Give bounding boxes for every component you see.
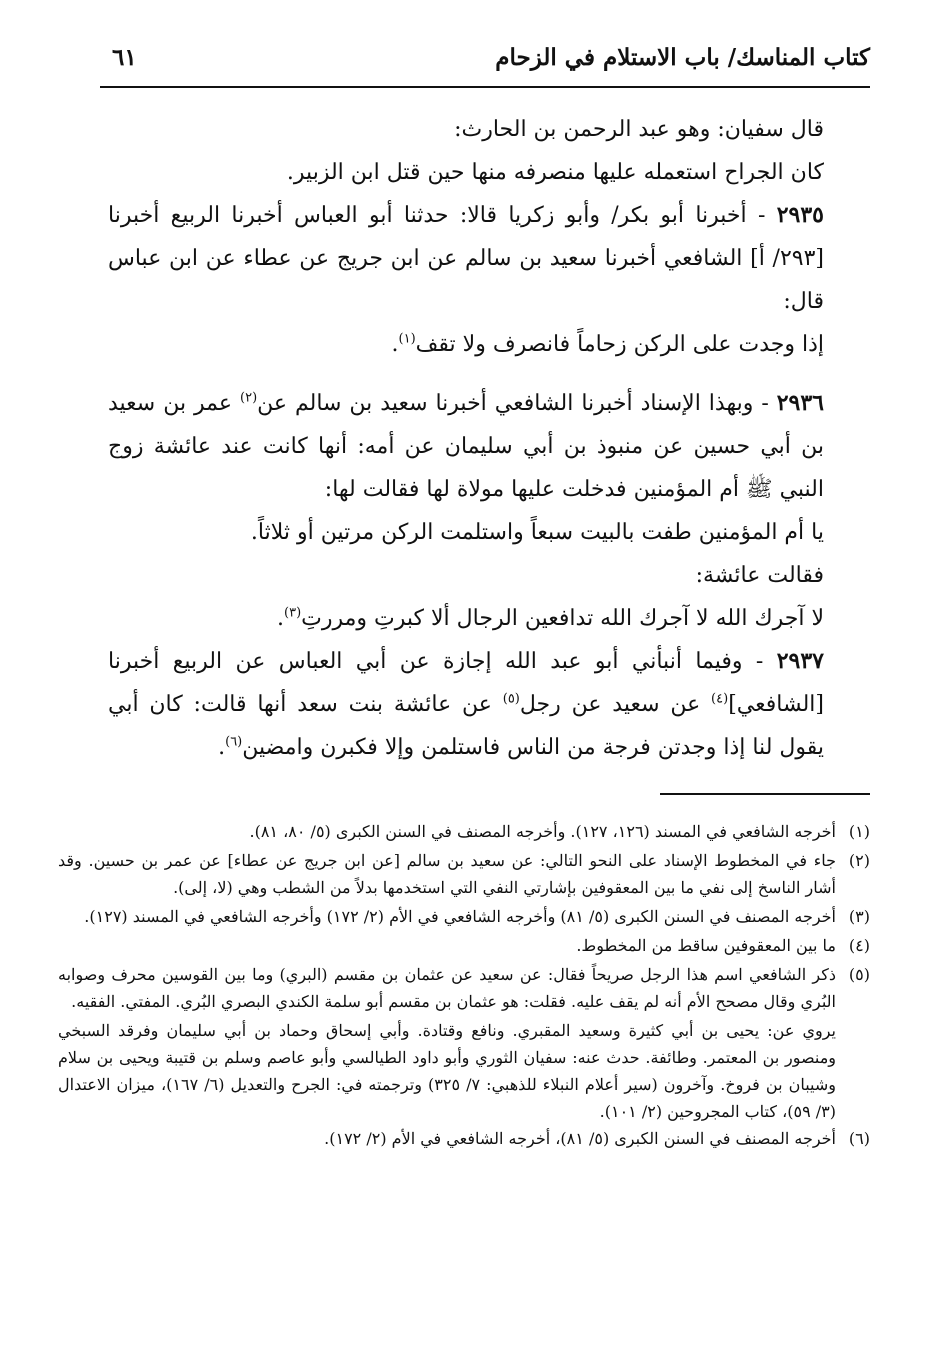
footnote-6 [58, 1125, 870, 1152]
footnote-number: (٢) [848, 851, 870, 870]
footnote-ref[interactable]: (٣) [284, 605, 302, 621]
footnote-text: جاء في المخطوط الإسناد على النحو التالي: عن سعيد بن سالم [عن ابن جريج عن عطاء] عن عمر بن حسين. وقد أشار الناسخ إلى نفي ما بين المعقوفين بإشارتي النفي التي استخدمها بدلاً من الشطب وهي (لا، إلى). [58, 851, 837, 897]
running-title: كتاب المناسك/ باب الاستلام في الزحام [495, 44, 870, 71]
hadith-number: ٢٩٣٦ [776, 390, 824, 416]
footnote-ref[interactable]: (٥) [502, 691, 520, 707]
page-number: ٦١ [112, 44, 137, 71]
hadith-2935-matn [108, 323, 870, 366]
hadith-text: - وفيما أنبأني أبو عبد الله إجازة عن أبي العباس عن الربيع أخبرنا [الشافعي] [108, 649, 824, 717]
paragraph-jarrah: كان الجراح استعمله عليها منصرفه منها حين قتل ابن الزبير. [286, 160, 824, 185]
footnote-3 [58, 903, 870, 930]
footnote-text: ما بين المعقوفين ساقط من المخطوط. [576, 936, 836, 955]
hadith-text: عن عائشة بنت سعد أنها قالت: كان أبي يقول لنا إذا وجدتن فرجة من الناس فاستلمن وإلا فكبرن وامضين [108, 692, 824, 760]
punctuation: . [391, 332, 399, 357]
footnote-ref[interactable]: (٢) [240, 390, 258, 406]
hadith-number: ٢٩٣٥ [776, 202, 824, 228]
footnote-number: (٥) [848, 965, 870, 984]
footnote-ref[interactable]: (١) [398, 331, 416, 347]
footnote-4 [58, 932, 870, 959]
footnote-number: (٦) [848, 1129, 870, 1148]
hadith-2937 [108, 640, 870, 769]
hadith-2936 [108, 382, 870, 511]
punctuation: . [277, 606, 285, 631]
footnote-text: أخرجه المصنف في السنن الكبرى (٥/ ٨١)، أخرجه الشافعي في الأم (٢/ ١٧٢). [324, 1129, 836, 1148]
footnote-5 [58, 961, 870, 1015]
hadith-2936-aisha: فقالت عائشة: [695, 563, 824, 588]
hadith-text: عمر بن سعيد بن أبي حسين عن منبوذ بن أبي سليمان عن أمه: أنها كانت عند عائشة زوج النبي ﷺ أم المؤمنين فدخلت عليها مولاة لها فقالت لها: [108, 391, 824, 502]
footnote-5-continued: يروي عن: يحيى بن أبي كثيرة وسعيد المقبري. ونافع وقتادة. وأبي إسحاق وحماد بن أبي سليمان وفرقد السبخي ومنصور بن المعتمر. وطائفة. حدث عنه: سفيان الثوري وأبو داود الطيالسي وأبو عاصم وسلم بن قتيبة ويحيى بن سلام وشيبان بن فروخ. وآخرون (سير أعلام النبلاء للذهبي: ٧/ ٣٢٥) وترجمته في: الجرح والتعديل (٦/ ١٦٧)، ميزان الاعتدال (٣/ ٥٩)، كتاب المجروحين (٢/ ١٠١). [58, 1021, 836, 1121]
footnote-1 [58, 818, 870, 845]
footnote-number: (٤) [848, 936, 870, 955]
footnote-number: (٣) [848, 907, 870, 926]
hadith-2935 [108, 194, 870, 323]
footnote-text: ذكر الشافعي اسم هذا الرجل صريحاً فقال: عن سعيد عن عثمان بن مقسم (البري) وما بين القوسين محرف وصوابه البُري وقال مصحح الأم أنه لم يقف عليه. فقلت: هو عثمان بن مقسم أبو سلمة الكندي البصري البُري. المفتي. الفقيه. [58, 965, 837, 1011]
footnote-2 [58, 847, 870, 901]
hadith-number: ٢٩٣٧ [776, 648, 824, 674]
hadith-2936-reply [108, 597, 870, 640]
paragraph-sufyan: قال سفيان: وهو عبد الرحمن بن الحارث: [454, 117, 824, 142]
footnote-number: (١) [848, 822, 870, 841]
footnotes [58, 818, 870, 1154]
spacer [108, 366, 870, 382]
footnote-ref[interactable]: (٤) [711, 691, 729, 707]
hadith-2936-matn: يا أم المؤمنين طفت بالبيت سبعاً واستلمت الركن مرتين أو ثلاثاً. [250, 520, 824, 545]
hadith-text: لا آجرك الله لا آجرك الله تدافعين الرجال ألا كبرتِ ومررتِ [301, 606, 824, 631]
hadith-text: - أخبرنا أبو بكر/ وأبو زكريا قالا: حدثنا أبو العباس أخبرنا الربيع أخبرنا [٢٩٣/ أ] الشافعي أخبرنا سعيد بن سالم عن ابن جريج عن عطاء عن ابن عباس قال: [108, 203, 824, 314]
footnote-divider [660, 793, 870, 795]
hadith-text: - وبهذا الإسناد أخبرنا الشافعي أخبرنا سعيد بن سالم عن [257, 391, 769, 416]
page-header [100, 42, 870, 88]
main-text [108, 108, 870, 769]
footnote-text: أخرجه المصنف في السنن الكبرى (٥/ ٨١) وأخرجه الشافعي في الأم (٢/ ١٧٢) وأخرجه الشافعي في المسند (١٢٧). [84, 907, 836, 926]
footnote-ref[interactable]: (٦) [225, 734, 243, 750]
punctuation: . [218, 735, 226, 760]
footnote-text: أخرجه الشافعي في المسند (١٢٦، ١٢٧). وأخرجه المصنف في السنن الكبرى (٥/ ٨٠، ٨١). [249, 822, 836, 841]
hadith-text: عن سعيد عن رجل [519, 692, 701, 717]
hadith-text: إذا وجدت على الركن زحاماً فانصرف ولا تقف [415, 332, 824, 357]
